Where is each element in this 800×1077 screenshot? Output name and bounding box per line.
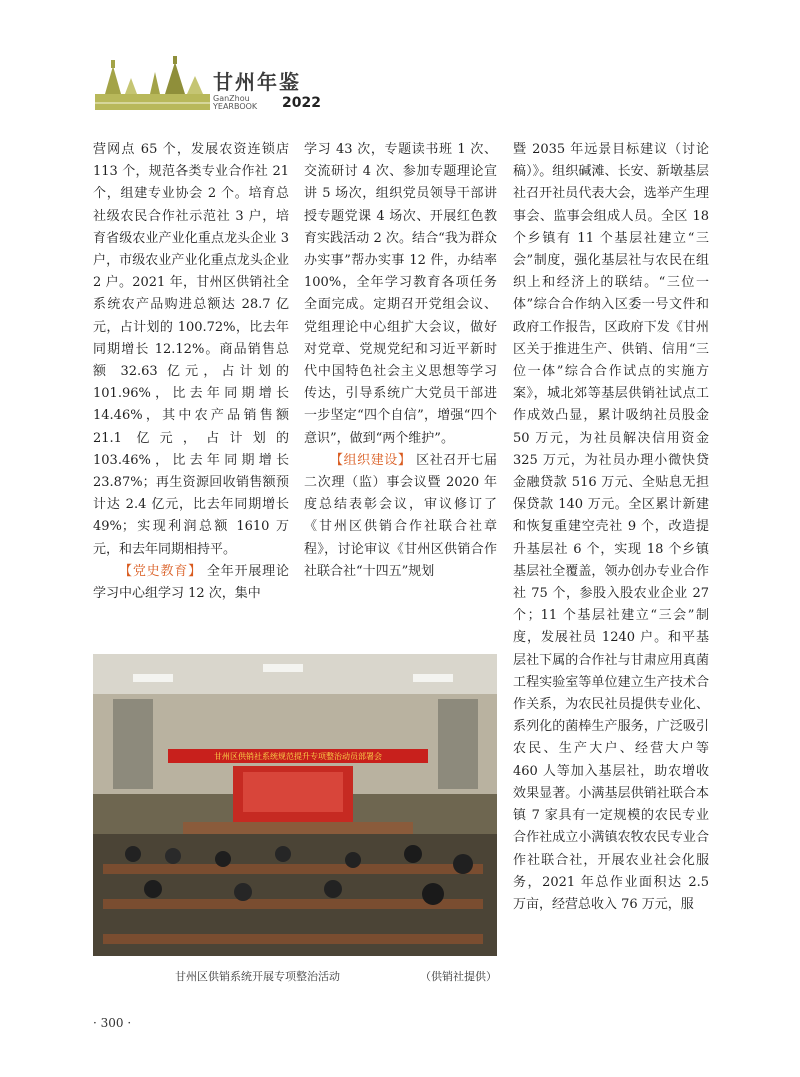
yearbook-title: 甘州年鉴: [213, 70, 301, 94]
yearbook-en-name: GanZhou: [213, 94, 250, 103]
text-column-1: [93, 139, 289, 605]
paragraph: [304, 450, 497, 583]
meeting-photo: [93, 654, 497, 956]
section-tag: 【组织建设】: [330, 452, 412, 468]
yearbook-en-label: YEARBOOK: [213, 102, 258, 111]
paragraph-text: 全年开展理论学习中心组学习 12 次，集中: [93, 563, 289, 602]
banner-text: 甘州区供销社系统规范提升专项整治动员部署会: [214, 752, 382, 761]
paragraph-text: 区社召开七届二次理（监）事会议暨 2020 年度总结表彰会议，审议修订了《甘州区供销合作社联合社章程》，讨论审议《甘州区供销合作社联合社“十四五”规划: [304, 452, 497, 579]
photo-credit: （供销社提供）: [420, 970, 497, 983]
text-column-2: [304, 139, 497, 583]
pagoda-logo-icon: [95, 54, 210, 110]
paragraph: 营网点 65 个，发展农资连锁店 113 个，规范各类专业合作社 21 个，组建专业协会 2 个。培育总社级农民合作社示范社 3 户，培育省级农业产业化重点龙头企业 3 户，市级农业产业化重点龙头企业 2 户。2021 年，甘州区供销社全系统农产品购进总额达 28.7 亿元，占计划的 100.72%，比去年同期增长 12.12%。商品销售总额 32.63 亿元，占计划的 101.96%，比去年同期增长 14.46%，其中农产品销售额 21.1 亿元，占计划的 103.46%，比去年同期增长 23.87%；再生资源回收销售额预计达 2.4 亿元，比去年同期增长 49%；实现利润总额 1610 万元，和去年同期相持平。: [93, 142, 289, 557]
page-number: · 300 ·: [93, 1016, 132, 1030]
yearbook-year: 2022: [282, 95, 321, 111]
page-header: [95, 54, 325, 114]
photo-caption: 甘州区供销系统开展专项整治活动: [175, 970, 340, 983]
text-column-3: [513, 139, 709, 916]
paragraph: [93, 561, 289, 605]
section-tag: 【党史教育】: [119, 563, 202, 579]
paragraph: 暨 2035 年远景目标建议（讨论稿）》。组织碱滩、长安、新墩基层社召开社员代表大会，选举产生理事会、监事会组成人员。全区 18 个乡镇有 11 个基层社建立“三会”制度，强化基层社与农民在组织上和经济上的联结。“三位一体”综合合作纳入区委一号文件和政府工作报告，区政府下发《甘州区关于推进生产、供销、信用“三位一体”综合合作试点的实施方案》，城北郊等基层供销社试点工作成效凸显，累计吸纳社员股金 50 万元，为社员解决信用资金 325 万元，为社员办理小微快贷金融贷款 516 万元、全贴息无担保贷款 140 万元。全区累计新建和恢复重建空壳社 9 个，改造提升基层社 6 个，实现 18 个乡镇基层社全覆盖，领办创办专业合作社 75 个，参股入股农业企业 27 个；11 个基层社建立“三会”制度，发展社员 1240 户。和平基层社下属的合作社与甘肃应用真菌工程实验室等单位建立生产技术合作关系，为农民社员提供专业化、系列化的菌棒生产服务，广泛吸引农民、生产大户、经营大户等 460 人等加入基层社，助农增收效果显著。小满基层供销社联合本镇 7 家具有一定规模的农民专业合作社成立小满镇农牧农民专业合作社联合社，开展农业社会化服务，2021 年总作业面积达 2.5 万亩，经营总收入 76 万元，服: [513, 142, 709, 912]
paragraph: 学习 43 次，专题读书班 1 次、交流研讨 4 次、参加专题理论宣讲 5 场次，组织党员领导干部讲授专题党课 4 场次、开展红色教育实践活动 2 次。结合“我为群众办实事”帮办实事 12 件，办结率 100%，全年学习教育各项任务全面完成。定期召开党组会议、党组理论中心组扩大会议，做好对党章、党规党纪和习近平新时代中国特色社会主义思想等学习传达，引导系统广大党员干部进一步坚定“四个自信”，增强“四个意识”，做到“两个维护”。: [304, 142, 497, 446]
